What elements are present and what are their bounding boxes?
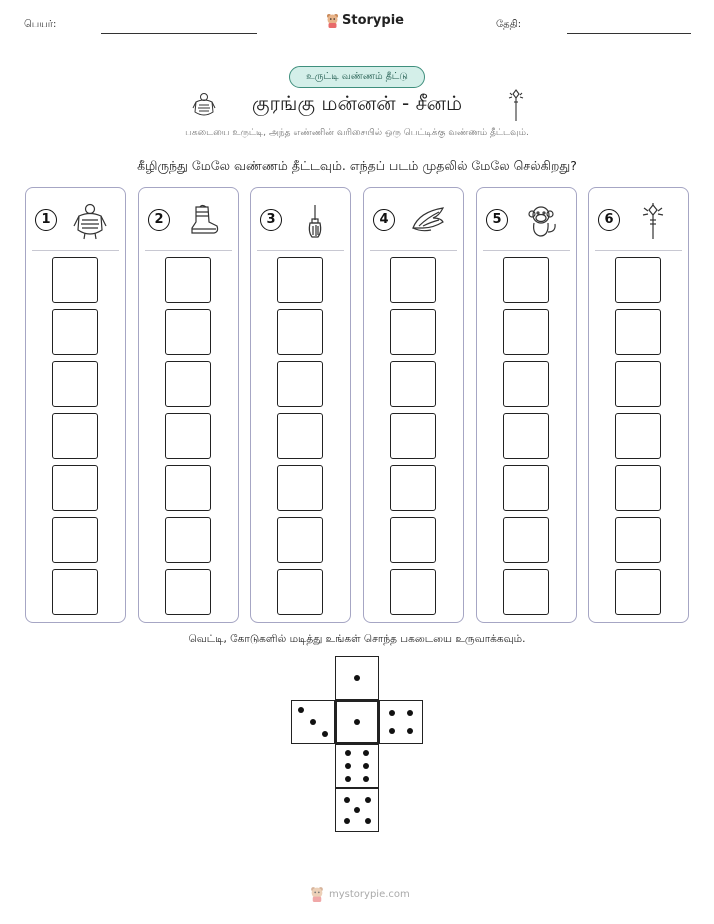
storypie-logo bbox=[326, 13, 404, 28]
color-box[interactable] bbox=[503, 569, 549, 615]
color-box[interactable] bbox=[52, 361, 98, 407]
color-box[interactable] bbox=[165, 413, 211, 459]
armor-icon bbox=[71, 202, 109, 240]
color-box[interactable] bbox=[503, 257, 549, 303]
dice-pip bbox=[322, 731, 328, 737]
column-number: 3 bbox=[260, 209, 282, 231]
color-box[interactable] bbox=[165, 517, 211, 563]
color-box[interactable] bbox=[615, 257, 661, 303]
column-number: 4 bbox=[373, 209, 395, 231]
dice-pip bbox=[389, 710, 395, 716]
color-box[interactable] bbox=[277, 257, 323, 303]
date-line[interactable] bbox=[567, 33, 691, 34]
color-box[interactable] bbox=[390, 517, 436, 563]
magic-staff-icon bbox=[634, 202, 672, 240]
dice-pip bbox=[310, 719, 316, 725]
color-box[interactable] bbox=[615, 465, 661, 511]
color-box[interactable] bbox=[503, 309, 549, 355]
dice-pip bbox=[407, 728, 413, 734]
color-box[interactable] bbox=[277, 413, 323, 459]
dice-pip bbox=[298, 707, 304, 713]
column-divider bbox=[595, 250, 682, 251]
color-box[interactable] bbox=[165, 569, 211, 615]
color-box[interactable] bbox=[165, 309, 211, 355]
column-number: 2 bbox=[148, 209, 170, 231]
color-box[interactable] bbox=[277, 361, 323, 407]
column-2 bbox=[138, 187, 239, 623]
color-box[interactable] bbox=[52, 569, 98, 615]
color-box[interactable] bbox=[503, 361, 549, 407]
boot-icon bbox=[184, 202, 222, 240]
cut-instruction: வெட்டி, கோடுகளில் மடித்து உங்கள் சொந்த பகடையை உருவாக்கவும். bbox=[188, 633, 526, 645]
footer-url[interactable]: mystorypie.com bbox=[329, 888, 410, 900]
column-1 bbox=[25, 187, 126, 623]
color-box[interactable] bbox=[52, 309, 98, 355]
column-3 bbox=[250, 187, 351, 623]
dice-pip bbox=[363, 763, 369, 769]
column-divider bbox=[483, 250, 570, 251]
activity-badge: உருட்டி வண்ணம் தீட்டு bbox=[289, 66, 425, 88]
column-divider bbox=[257, 250, 344, 251]
dice-pip bbox=[345, 763, 351, 769]
dice-face-5 bbox=[335, 788, 379, 832]
color-box[interactable] bbox=[390, 569, 436, 615]
bear-mascot-icon bbox=[326, 13, 339, 28]
dice-face-4 bbox=[379, 700, 423, 744]
column-divider bbox=[370, 250, 457, 251]
brand-name: Storypie bbox=[342, 13, 404, 28]
feather-wing-icon bbox=[409, 202, 447, 240]
dice-pip bbox=[344, 797, 350, 803]
question-text: கீழிருந்து மேலே வண்ணம் தீட்டவும். எந்தப் படம் முதலில் மேலே செல்கிறது? bbox=[137, 158, 577, 173]
column-5 bbox=[476, 187, 577, 623]
page-title: குரங்கு மன்னன் - சீனம் bbox=[251, 91, 463, 115]
column-divider bbox=[32, 250, 119, 251]
color-box[interactable] bbox=[165, 465, 211, 511]
column-number: 5 bbox=[486, 209, 508, 231]
dice-pip bbox=[363, 750, 369, 756]
magic-staff-icon bbox=[506, 88, 526, 122]
color-box[interactable] bbox=[277, 569, 323, 615]
dice-pip bbox=[345, 776, 351, 782]
monkey-icon bbox=[522, 202, 560, 240]
color-box[interactable] bbox=[165, 257, 211, 303]
dice-pip bbox=[354, 675, 360, 681]
brush-icon bbox=[296, 202, 334, 240]
color-box[interactable] bbox=[165, 361, 211, 407]
color-box[interactable] bbox=[615, 361, 661, 407]
color-box[interactable] bbox=[52, 257, 98, 303]
name-line[interactable] bbox=[101, 33, 257, 34]
color-box[interactable] bbox=[503, 517, 549, 563]
color-box[interactable] bbox=[615, 309, 661, 355]
dice-pip bbox=[365, 818, 371, 824]
column-4 bbox=[363, 187, 464, 623]
dice-pip bbox=[407, 710, 413, 716]
dice-pip bbox=[363, 776, 369, 782]
color-box[interactable] bbox=[615, 569, 661, 615]
dice-face-6 bbox=[335, 744, 379, 788]
bear-mascot-icon bbox=[310, 886, 324, 902]
color-box[interactable] bbox=[277, 517, 323, 563]
color-box[interactable] bbox=[277, 465, 323, 511]
color-box[interactable] bbox=[390, 361, 436, 407]
column-divider bbox=[145, 250, 232, 251]
dice-face-3 bbox=[291, 700, 335, 744]
color-box[interactable] bbox=[390, 257, 436, 303]
footer bbox=[310, 886, 410, 902]
color-box[interactable] bbox=[52, 413, 98, 459]
column-number: 6 bbox=[598, 209, 620, 231]
dice-pip bbox=[344, 818, 350, 824]
dice-pip bbox=[354, 807, 360, 813]
dice-pip bbox=[345, 750, 351, 756]
dice-pip bbox=[354, 719, 360, 725]
color-box[interactable] bbox=[390, 413, 436, 459]
column-6 bbox=[588, 187, 689, 623]
dice-face-1 bbox=[335, 700, 379, 744]
color-box[interactable] bbox=[390, 465, 436, 511]
dice-face-1 bbox=[335, 656, 379, 700]
name-label: பெயர்: bbox=[24, 19, 57, 30]
color-box[interactable] bbox=[277, 309, 323, 355]
color-box[interactable] bbox=[390, 309, 436, 355]
instructions-text: பகடையை உருட்டி, அந்த எண்ணின் வரிசையில் ஒரு பெட்டிக்கு வண்ணம் தீட்டவும். bbox=[185, 128, 529, 138]
dice-pip bbox=[389, 728, 395, 734]
color-box[interactable] bbox=[615, 413, 661, 459]
color-box[interactable] bbox=[52, 465, 98, 511]
date-label: தேதி: bbox=[496, 19, 522, 30]
color-box[interactable] bbox=[615, 517, 661, 563]
color-box[interactable] bbox=[503, 413, 549, 459]
color-box[interactable] bbox=[503, 465, 549, 511]
column-number: 1 bbox=[35, 209, 57, 231]
color-box[interactable] bbox=[52, 517, 98, 563]
dice-pip bbox=[365, 797, 371, 803]
